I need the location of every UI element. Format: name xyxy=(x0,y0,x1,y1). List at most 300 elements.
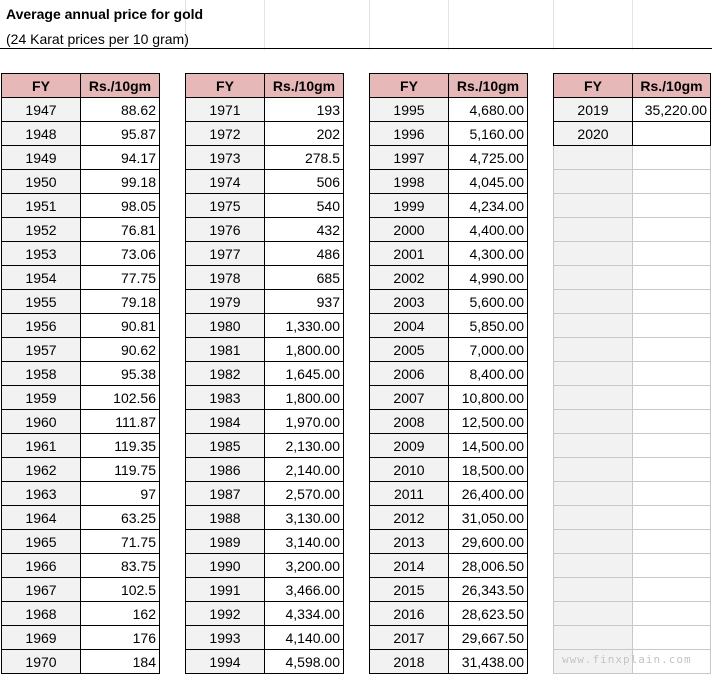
price-cell[interactable]: 119.35 xyxy=(81,434,160,458)
table-row xyxy=(2,626,160,650)
table-row xyxy=(370,338,528,362)
table-row xyxy=(554,506,711,530)
table-row xyxy=(186,170,344,194)
price-cell[interactable]: 2,570.00 xyxy=(265,482,344,506)
table-row xyxy=(554,410,711,434)
fy-cell[interactable]: 2012 xyxy=(370,506,449,530)
price-header[interactable]: Rs./10gm xyxy=(633,74,711,98)
fy-cell[interactable]: 2017 xyxy=(370,626,449,650)
fy-cell[interactable]: 1971 xyxy=(186,98,265,122)
fy-cell[interactable]: 2008 xyxy=(370,410,449,434)
table-row xyxy=(2,506,160,530)
price-cell[interactable] xyxy=(633,266,711,290)
fy-cell[interactable]: 1958 xyxy=(2,362,81,386)
table-row xyxy=(2,530,160,554)
table-row xyxy=(186,122,344,146)
fy-cell[interactable] xyxy=(554,434,633,458)
fy-cell[interactable]: 2013 xyxy=(370,530,449,554)
price-cell[interactable] xyxy=(633,410,711,434)
fy-cell[interactable]: 1993 xyxy=(186,626,265,650)
table-row xyxy=(2,482,160,506)
price-cell[interactable]: 506 xyxy=(265,170,344,194)
fy-cell[interactable]: 2015 xyxy=(370,578,449,602)
table-row xyxy=(370,626,528,650)
price-header[interactable]: Rs./10gm xyxy=(265,74,344,98)
table-row xyxy=(2,98,160,122)
price-cell[interactable]: 95.87 xyxy=(81,122,160,146)
fy-header[interactable]: FY xyxy=(370,74,449,98)
price-cell[interactable]: 3,200.00 xyxy=(265,554,344,578)
table-row xyxy=(554,362,711,386)
fy-cell[interactable]: 1996 xyxy=(370,122,449,146)
price-cell[interactable]: 937 xyxy=(265,290,344,314)
price-cell[interactable]: 77.75 xyxy=(81,266,160,290)
fy-cell[interactable]: 2001 xyxy=(370,242,449,266)
fy-cell[interactable]: 1979 xyxy=(186,290,265,314)
price-cell[interactable]: 73.06 xyxy=(81,242,160,266)
table-row xyxy=(370,314,528,338)
table-row xyxy=(186,290,344,314)
fy-cell[interactable]: 1966 xyxy=(2,554,81,578)
price-cell[interactable] xyxy=(633,290,711,314)
price-cell[interactable] xyxy=(633,218,711,242)
fy-cell[interactable]: 2005 xyxy=(370,338,449,362)
price-cell[interactable]: 4,234.00 xyxy=(449,194,528,218)
fy-cell[interactable]: 1991 xyxy=(186,578,265,602)
fy-cell[interactable]: 2011 xyxy=(370,482,449,506)
table-row xyxy=(2,194,160,218)
price-table-3 xyxy=(369,73,528,674)
price-cell[interactable] xyxy=(633,530,711,554)
price-cell[interactable]: 7,000.00 xyxy=(449,338,528,362)
table-row xyxy=(554,98,711,122)
fy-cell[interactable]: 2010 xyxy=(370,458,449,482)
price-header[interactable]: Rs./10gm xyxy=(449,74,528,98)
price-cell[interactable]: 35,220.00 xyxy=(633,98,711,122)
table-row xyxy=(2,146,160,170)
price-cell[interactable]: 202 xyxy=(265,122,344,146)
fy-cell[interactable] xyxy=(554,338,633,362)
price-cell[interactable]: 76.81 xyxy=(81,218,160,242)
fy-cell[interactable]: 1954 xyxy=(2,266,81,290)
table-row xyxy=(370,554,528,578)
table-row xyxy=(2,242,160,266)
price-cell[interactable]: 4,300.00 xyxy=(449,242,528,266)
price-cell[interactable]: 4,400.00 xyxy=(449,218,528,242)
price-cell[interactable]: 98.05 xyxy=(81,194,160,218)
table-row xyxy=(370,146,528,170)
fy-cell[interactable]: 1978 xyxy=(186,266,265,290)
table-row xyxy=(2,266,160,290)
price-cell[interactable]: 2,130.00 xyxy=(265,434,344,458)
price-cell[interactable]: 1,800.00 xyxy=(265,338,344,362)
table-row xyxy=(186,242,344,266)
table-row xyxy=(370,410,528,434)
fy-cell[interactable]: 1955 xyxy=(2,290,81,314)
table-row xyxy=(2,314,160,338)
table-row xyxy=(186,602,344,626)
table-row xyxy=(370,194,528,218)
price-cell[interactable] xyxy=(633,506,711,530)
fy-cell[interactable] xyxy=(554,242,633,266)
fy-cell[interactable]: 2004 xyxy=(370,314,449,338)
price-cell[interactable]: 94.17 xyxy=(81,146,160,170)
fy-cell[interactable]: 1989 xyxy=(186,530,265,554)
table-row xyxy=(186,554,344,578)
table-row xyxy=(370,434,528,458)
price-cell[interactable] xyxy=(633,170,711,194)
fy-cell[interactable]: 1965 xyxy=(2,530,81,554)
price-cell[interactable]: 4,725.00 xyxy=(449,146,528,170)
fy-cell[interactable]: 1983 xyxy=(186,386,265,410)
fy-cell[interactable] xyxy=(554,530,633,554)
table-row xyxy=(186,338,344,362)
fy-cell[interactable]: 1982 xyxy=(186,362,265,386)
price-cell[interactable]: 83.75 xyxy=(81,554,160,578)
price-header[interactable]: Rs./10gm xyxy=(81,74,160,98)
fy-cell[interactable] xyxy=(554,146,633,170)
fy-cell[interactable] xyxy=(554,578,633,602)
table-row xyxy=(2,410,160,434)
table-row xyxy=(370,122,528,146)
price-cell[interactable]: 4,045.00 xyxy=(449,170,528,194)
fy-cell[interactable]: 1974 xyxy=(186,170,265,194)
fy-cell[interactable]: 1947 xyxy=(2,98,81,122)
price-cell[interactable] xyxy=(633,338,711,362)
table-row xyxy=(186,194,344,218)
table-row xyxy=(554,290,711,314)
fy-cell[interactable]: 1970 xyxy=(2,650,81,674)
table-row xyxy=(554,578,711,602)
fy-cell[interactable]: 1948 xyxy=(2,122,81,146)
table-row xyxy=(370,578,528,602)
table-row xyxy=(554,314,711,338)
table-row xyxy=(2,554,160,578)
fy-cell[interactable]: 1988 xyxy=(186,506,265,530)
price-table-2 xyxy=(185,73,344,674)
price-cell[interactable]: 4,990.00 xyxy=(449,266,528,290)
price-cell[interactable] xyxy=(633,554,711,578)
fy-cell[interactable]: 1990 xyxy=(186,554,265,578)
table-row xyxy=(186,98,344,122)
price-cell[interactable] xyxy=(633,314,711,338)
fy-cell[interactable] xyxy=(554,386,633,410)
table-row xyxy=(186,386,344,410)
price-cell[interactable]: 26,343.50 xyxy=(449,578,528,602)
fy-cell[interactable]: 1967 xyxy=(2,578,81,602)
table-row xyxy=(186,314,344,338)
price-cell[interactable] xyxy=(633,626,711,650)
fy-cell[interactable]: 1972 xyxy=(186,122,265,146)
price-cell[interactable]: 102.56 xyxy=(81,386,160,410)
price-cell[interactable] xyxy=(633,602,711,626)
price-cell[interactable]: 18,500.00 xyxy=(449,458,528,482)
price-cell[interactable]: 97 xyxy=(81,482,160,506)
price-cell[interactable]: 278.5 xyxy=(265,146,344,170)
fy-cell[interactable]: 1981 xyxy=(186,338,265,362)
fy-cell[interactable]: 1995 xyxy=(370,98,449,122)
price-table-1 xyxy=(1,73,160,674)
price-cell[interactable]: 540 xyxy=(265,194,344,218)
fy-cell[interactable]: 1969 xyxy=(2,626,81,650)
table-row xyxy=(2,578,160,602)
fy-cell[interactable]: 2014 xyxy=(370,554,449,578)
price-cell[interactable]: 10,800.00 xyxy=(449,386,528,410)
price-cell[interactable]: 2,140.00 xyxy=(265,458,344,482)
fy-cell[interactable]: 1952 xyxy=(2,218,81,242)
fy-cell[interactable]: 1976 xyxy=(186,218,265,242)
price-cell[interactable]: 1,970.00 xyxy=(265,410,344,434)
fy-cell[interactable]: 1980 xyxy=(186,314,265,338)
price-cell[interactable]: 71.75 xyxy=(81,530,160,554)
fy-cell[interactable]: 1956 xyxy=(2,314,81,338)
table-row xyxy=(2,290,160,314)
table-row xyxy=(2,218,160,242)
price-cell[interactable] xyxy=(633,122,711,146)
table-row xyxy=(370,650,528,674)
fy-cell[interactable]: 1985 xyxy=(186,434,265,458)
price-cell[interactable]: 4,334.00 xyxy=(265,602,344,626)
price-cell[interactable]: 79.18 xyxy=(81,290,160,314)
table-row xyxy=(2,122,160,146)
fy-cell[interactable]: 1994 xyxy=(186,650,265,674)
price-cell[interactable]: 5,160.00 xyxy=(449,122,528,146)
price-table-4 xyxy=(553,73,711,674)
title-divider xyxy=(0,48,712,49)
price-cell[interactable]: 28,006.50 xyxy=(449,554,528,578)
price-cell[interactable] xyxy=(633,242,711,266)
table-row xyxy=(370,170,528,194)
fy-cell[interactable] xyxy=(554,194,633,218)
price-cell[interactable]: 4,140.00 xyxy=(265,626,344,650)
price-cell[interactable]: 29,667.50 xyxy=(449,626,528,650)
price-cell[interactable]: 26,400.00 xyxy=(449,482,528,506)
table-row xyxy=(186,218,344,242)
fy-cell[interactable] xyxy=(554,482,633,506)
table-row xyxy=(554,626,711,650)
price-cell[interactable]: 119.75 xyxy=(81,458,160,482)
table-row xyxy=(2,650,160,674)
price-cell[interactable]: 5,850.00 xyxy=(449,314,528,338)
fy-cell[interactable]: 1986 xyxy=(186,458,265,482)
price-cell[interactable]: 685 xyxy=(265,266,344,290)
price-cell[interactable]: 4,598.00 xyxy=(265,650,344,674)
table-row xyxy=(554,170,711,194)
price-cell[interactable]: 5,600.00 xyxy=(449,290,528,314)
price-cell[interactable]: 432 xyxy=(265,218,344,242)
fy-cell[interactable] xyxy=(554,362,633,386)
table-row xyxy=(554,386,711,410)
table-row xyxy=(554,218,711,242)
table-row xyxy=(2,338,160,362)
price-cell[interactable]: 63.25 xyxy=(81,506,160,530)
fy-cell[interactable]: 1960 xyxy=(2,410,81,434)
table-row xyxy=(186,530,344,554)
price-cell[interactable] xyxy=(633,458,711,482)
table-row xyxy=(186,146,344,170)
fy-cell[interactable]: 1961 xyxy=(2,434,81,458)
price-cell[interactable]: 111.87 xyxy=(81,410,160,434)
price-cell[interactable]: 28,623.50 xyxy=(449,602,528,626)
fy-cell[interactable]: 1964 xyxy=(2,506,81,530)
fy-cell[interactable]: 1987 xyxy=(186,482,265,506)
price-cell[interactable]: 12,500.00 xyxy=(449,410,528,434)
fy-header[interactable]: FY xyxy=(554,74,633,98)
fy-cell[interactable] xyxy=(554,602,633,626)
fy-cell[interactable]: 2000 xyxy=(370,218,449,242)
fy-cell[interactable]: 1975 xyxy=(186,194,265,218)
fy-cell[interactable]: 1984 xyxy=(186,410,265,434)
table-row xyxy=(2,362,160,386)
table-row xyxy=(186,362,344,386)
table-row xyxy=(186,434,344,458)
table-row xyxy=(186,650,344,674)
table-row xyxy=(554,458,711,482)
table-row xyxy=(370,218,528,242)
table-row xyxy=(554,482,711,506)
price-cell[interactable]: 162 xyxy=(81,602,160,626)
table-row xyxy=(370,530,528,554)
price-cell[interactable]: 14,500.00 xyxy=(449,434,528,458)
fy-cell[interactable]: 1959 xyxy=(2,386,81,410)
price-cell[interactable]: 8,400.00 xyxy=(449,362,528,386)
price-cell[interactable]: 1,800.00 xyxy=(265,386,344,410)
price-cell[interactable] xyxy=(633,362,711,386)
fy-cell[interactable]: 1999 xyxy=(370,194,449,218)
page-title: Average annual price for gold xyxy=(6,6,204,22)
fy-header[interactable]: FY xyxy=(186,74,265,98)
table-row xyxy=(554,122,711,146)
price-cell[interactable] xyxy=(633,386,711,410)
fy-cell[interactable] xyxy=(554,626,633,650)
fy-cell[interactable] xyxy=(554,314,633,338)
table-row xyxy=(554,554,711,578)
table-row xyxy=(2,602,160,626)
price-cell[interactable]: 31,438.00 xyxy=(449,650,528,674)
watermark: www.finxplain.com xyxy=(562,653,692,666)
fy-cell[interactable] xyxy=(554,458,633,482)
fy-cell[interactable]: 2018 xyxy=(370,650,449,674)
fy-cell[interactable]: 1962 xyxy=(2,458,81,482)
price-cell[interactable]: 90.81 xyxy=(81,314,160,338)
price-cell[interactable]: 102.5 xyxy=(81,578,160,602)
fy-cell[interactable]: 1977 xyxy=(186,242,265,266)
fy-cell[interactable] xyxy=(554,266,633,290)
fy-cell[interactable] xyxy=(554,170,633,194)
table-row xyxy=(186,626,344,650)
fy-cell[interactable] xyxy=(554,410,633,434)
fy-cell[interactable] xyxy=(554,506,633,530)
table-row xyxy=(2,434,160,458)
table-row xyxy=(554,338,711,362)
price-cell[interactable]: 184 xyxy=(81,650,160,674)
fy-cell[interactable]: 2006 xyxy=(370,362,449,386)
table-row xyxy=(186,266,344,290)
table-row xyxy=(370,506,528,530)
table-row xyxy=(554,434,711,458)
fy-cell[interactable]: 1992 xyxy=(186,602,265,626)
table-row xyxy=(2,170,160,194)
fy-cell[interactable]: 1973 xyxy=(186,146,265,170)
fy-cell[interactable]: 1950 xyxy=(2,170,81,194)
fy-cell[interactable] xyxy=(554,218,633,242)
table-row xyxy=(554,602,711,626)
table-row xyxy=(2,386,160,410)
price-cell[interactable]: 486 xyxy=(265,242,344,266)
price-cell[interactable]: 176 xyxy=(81,626,160,650)
price-cell[interactable]: 99.18 xyxy=(81,170,160,194)
price-cell[interactable] xyxy=(633,482,711,506)
fy-cell[interactable]: 1963 xyxy=(2,482,81,506)
fy-cell[interactable]: 1949 xyxy=(2,146,81,170)
fy-cell[interactable]: 1953 xyxy=(2,242,81,266)
table-row xyxy=(370,482,528,506)
fy-cell[interactable]: 2016 xyxy=(370,602,449,626)
fy-cell[interactable]: 2009 xyxy=(370,434,449,458)
table-row xyxy=(554,530,711,554)
fy-cell[interactable]: 2003 xyxy=(370,290,449,314)
price-cell[interactable]: 3,140.00 xyxy=(265,530,344,554)
table-row xyxy=(554,266,711,290)
price-cell[interactable]: 193 xyxy=(265,98,344,122)
fy-cell[interactable]: 1957 xyxy=(2,338,81,362)
price-cell[interactable]: 3,130.00 xyxy=(265,506,344,530)
price-cell[interactable]: 95.38 xyxy=(81,362,160,386)
table-row xyxy=(554,242,711,266)
table-row xyxy=(2,458,160,482)
fy-cell[interactable]: 1998 xyxy=(370,170,449,194)
fy-header[interactable]: FY xyxy=(2,74,81,98)
price-cell[interactable]: 29,600.00 xyxy=(449,530,528,554)
fy-cell[interactable]: 2020 xyxy=(554,122,633,146)
fy-cell[interactable]: 2002 xyxy=(370,266,449,290)
price-cell[interactable]: 31,050.00 xyxy=(449,506,528,530)
table-row xyxy=(370,98,528,122)
fy-cell[interactable]: 2007 xyxy=(370,386,449,410)
table-row xyxy=(370,458,528,482)
price-cell[interactable]: 1,330.00 xyxy=(265,314,344,338)
page-subtitle: (24 Karat prices per 10 gram) xyxy=(6,31,189,47)
table-row xyxy=(186,482,344,506)
table-row xyxy=(370,266,528,290)
price-cell[interactable] xyxy=(633,146,711,170)
fy-cell[interactable] xyxy=(554,290,633,314)
table-row xyxy=(186,458,344,482)
fy-cell[interactable]: 1968 xyxy=(2,602,81,626)
table-row xyxy=(370,386,528,410)
price-cell[interactable] xyxy=(633,194,711,218)
price-cell[interactable]: 3,466.00 xyxy=(265,578,344,602)
table-row xyxy=(554,194,711,218)
price-cell[interactable] xyxy=(633,578,711,602)
table-row xyxy=(554,146,711,170)
table-row xyxy=(186,578,344,602)
price-cell[interactable]: 1,645.00 xyxy=(265,362,344,386)
fy-cell[interactable] xyxy=(554,554,633,578)
table-row xyxy=(186,410,344,434)
table-row xyxy=(186,506,344,530)
table-row xyxy=(370,602,528,626)
price-cell[interactable] xyxy=(633,434,711,458)
fy-cell[interactable]: 1951 xyxy=(2,194,81,218)
price-cell[interactable]: 4,680.00 xyxy=(449,98,528,122)
table-row xyxy=(370,242,528,266)
fy-cell[interactable]: 2019 xyxy=(554,98,633,122)
table-row xyxy=(370,290,528,314)
fy-cell[interactable]: 1997 xyxy=(370,146,449,170)
price-cell[interactable]: 90.62 xyxy=(81,338,160,362)
price-cell[interactable]: 88.62 xyxy=(81,98,160,122)
